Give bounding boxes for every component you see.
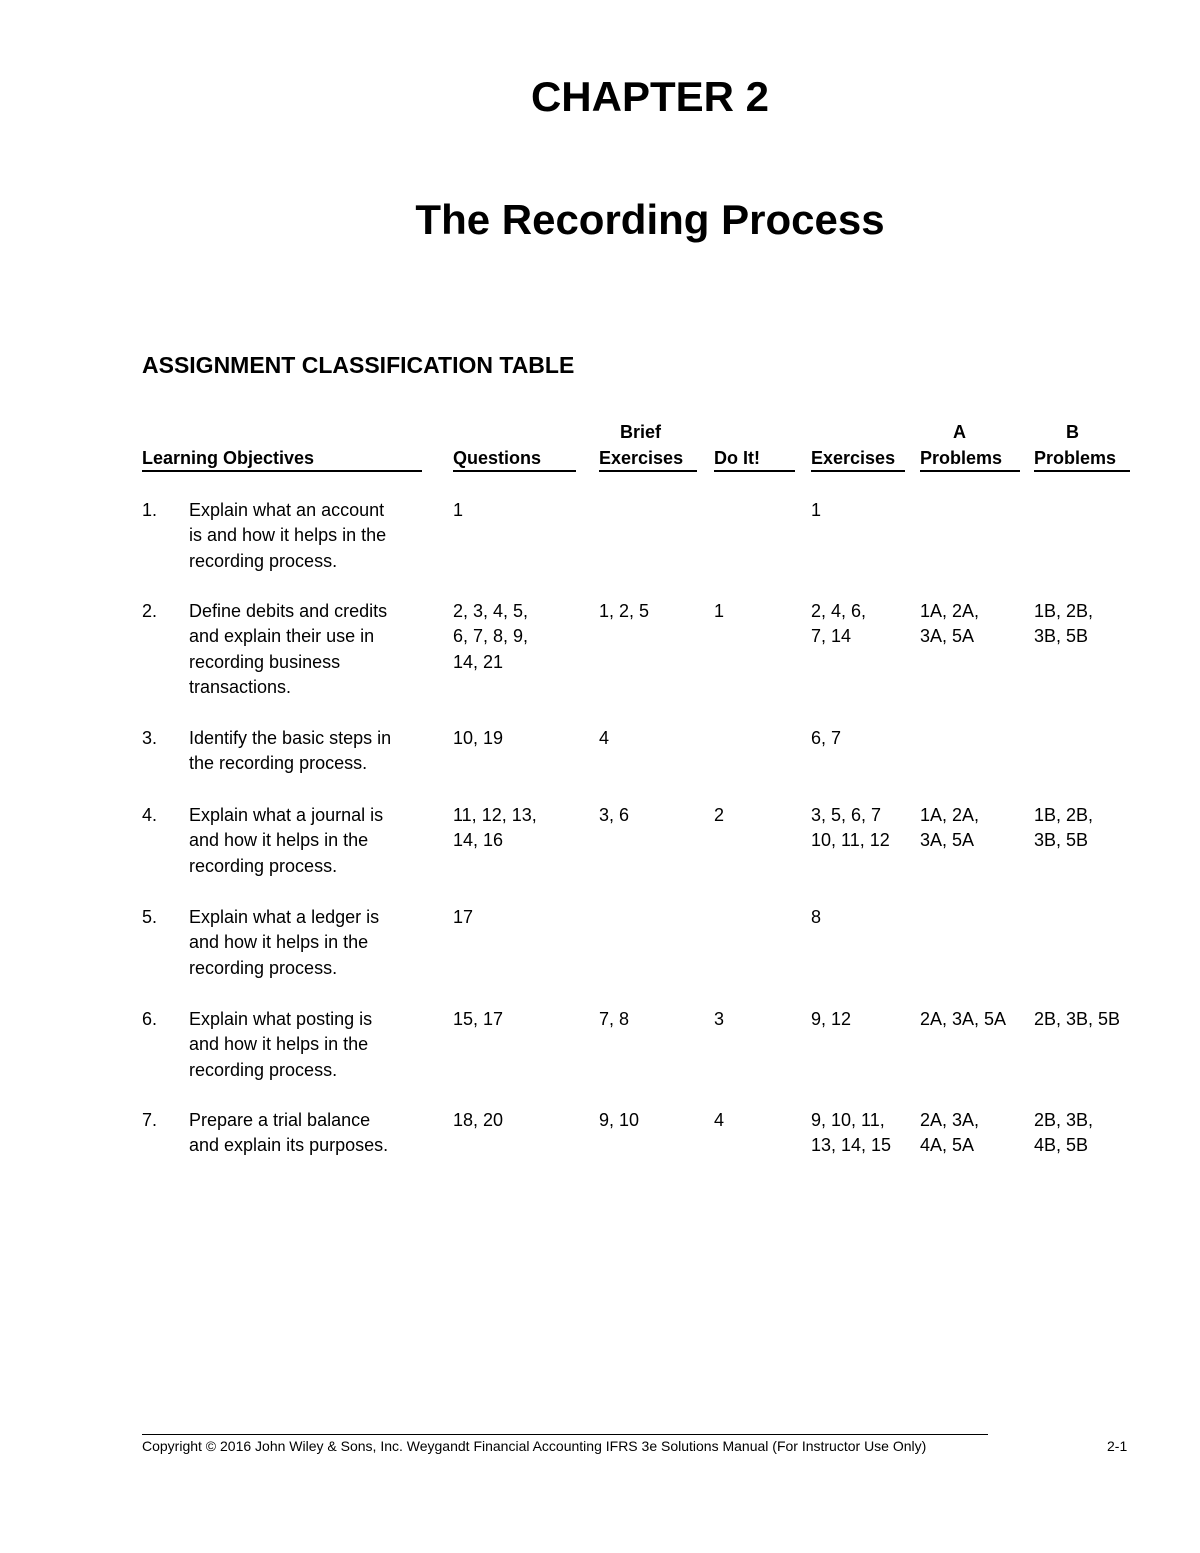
objective-number: 3. xyxy=(142,728,158,748)
objective-text: is and how it helps in the xyxy=(189,525,387,546)
do-it-cell: 3 xyxy=(714,1009,725,1029)
objective-number: 5. xyxy=(142,907,158,927)
objective-text: Explain what a ledger is xyxy=(189,907,380,927)
a-problems-cell: 1A, 2A, xyxy=(920,601,980,621)
exercises-cell: 6, 7 xyxy=(811,728,842,748)
objective-text: recording process. xyxy=(189,855,338,876)
exercises-cell: 13, 14, 15 xyxy=(811,1135,892,1156)
questions-cell: 18, 20 xyxy=(453,1110,504,1130)
objective-text: Prepare a trial balance xyxy=(189,1110,371,1130)
header-brief-line1: Brief xyxy=(620,422,662,442)
questions-cell: 1 xyxy=(453,500,464,520)
header-underline-a-problems xyxy=(920,470,1020,472)
brief-exercises-cell: 9, 10 xyxy=(599,1110,640,1130)
a-problems-cell: 3A, 5A xyxy=(920,830,975,851)
questions-cell: 15, 17 xyxy=(453,1009,504,1029)
exercises-cell: 7, 14 xyxy=(811,626,852,647)
objective-text: recording process. xyxy=(189,957,338,978)
a-problems-cell: 2A, 3A, xyxy=(920,1110,980,1130)
questions-cell: 14, 21 xyxy=(453,651,504,672)
exercises-cell: 3, 5, 6, 7 xyxy=(811,805,882,825)
objective-text: Explain what posting is xyxy=(189,1009,373,1029)
brief-exercises-cell: 4 xyxy=(599,728,610,748)
questions-cell: 11, 12, 13, xyxy=(453,805,537,825)
section-heading: ASSIGNMENT CLASSIFICATION TABLE xyxy=(142,352,575,378)
b-problems-cell: 2B, 3B, 5B xyxy=(1034,1009,1121,1029)
header-do-it: Do It! xyxy=(714,448,760,468)
objective-text: recording process. xyxy=(189,1059,338,1080)
objective-text: and explain their use in xyxy=(189,626,375,647)
exercises-cell: 2, 4, 6, xyxy=(811,601,867,621)
a-problems-cell: 2A, 3A, 5A xyxy=(920,1009,1007,1029)
header-b-line2: Problems xyxy=(1034,448,1117,468)
objective-number: 4. xyxy=(142,805,158,825)
chapter-number: CHAPTER 2 xyxy=(530,73,770,120)
a-problems-cell: 1A, 2A, xyxy=(920,805,980,825)
objective-number: 7. xyxy=(142,1110,158,1130)
b-problems-cell: 3B, 5B xyxy=(1034,830,1089,851)
questions-cell: 10, 19 xyxy=(453,728,504,748)
exercises-cell: 1 xyxy=(811,500,822,520)
brief-exercises-cell: 1, 2, 5 xyxy=(599,601,650,621)
do-it-cell: 1 xyxy=(714,601,725,621)
header-b-line1: B xyxy=(1066,422,1079,442)
header-learning-objectives: Learning Objectives xyxy=(142,448,315,468)
header-underline-b-problems xyxy=(1034,470,1130,472)
header-a-line2: Problems xyxy=(920,448,1003,468)
questions-cell: 14, 16 xyxy=(453,830,504,851)
objective-number: 2. xyxy=(142,601,158,621)
footer-rule xyxy=(142,1434,988,1435)
b-problems-cell: 3B, 5B xyxy=(1034,626,1089,647)
objective-text: Explain what an account xyxy=(189,500,385,520)
do-it-cell: 2 xyxy=(714,805,725,825)
objective-text: and how it helps in the xyxy=(189,830,369,851)
brief-exercises-cell: 3, 6 xyxy=(599,805,630,825)
objective-number: 1. xyxy=(142,500,158,520)
exercises-cell: 10, 11, 12 xyxy=(811,830,890,851)
objective-text: Identify the basic steps in xyxy=(189,728,392,748)
header-questions: Questions xyxy=(453,448,542,468)
header-exercises: Exercises xyxy=(811,448,896,468)
a-problems-cell: 3A, 5A xyxy=(920,626,975,647)
header-brief-line2: Exercises xyxy=(599,448,684,468)
b-problems-cell: 4B, 5B xyxy=(1034,1135,1089,1156)
header-underline-do-it xyxy=(714,470,795,472)
objective-text: and how it helps in the xyxy=(189,932,369,953)
objective-text: Explain what a journal is xyxy=(189,805,384,825)
objective-text: recording business xyxy=(189,651,341,672)
b-problems-cell: 1B, 2B, xyxy=(1034,805,1094,825)
questions-cell: 6, 7, 8, 9, xyxy=(453,626,529,647)
chapter-title: The Recording Process xyxy=(415,196,885,243)
questions-cell: 17 xyxy=(453,907,474,927)
exercises-cell: 8 xyxy=(811,907,822,927)
questions-cell: 2, 3, 4, 5, xyxy=(453,601,529,621)
objective-text: Define debits and credits xyxy=(189,601,388,621)
do-it-cell: 4 xyxy=(714,1110,725,1130)
brief-exercises-cell: 7, 8 xyxy=(599,1009,630,1029)
objective-text: transactions. xyxy=(189,677,292,698)
a-problems-cell: 4A, 5A xyxy=(920,1135,975,1156)
objective-text: and explain its purposes. xyxy=(189,1135,389,1156)
objective-text: recording process. xyxy=(189,550,338,571)
header-underline-questions xyxy=(453,470,576,472)
page-number: 2-1 xyxy=(1107,1438,1128,1454)
footer-copyright: Copyright © 2016 John Wiley & Sons, Inc. Weygandt Financial Accounting IFRS 3e Solutions Manual (For Instructor Use Only) xyxy=(142,1438,927,1454)
objective-number: 6. xyxy=(142,1009,158,1029)
exercises-cell: 9, 10, 11, xyxy=(811,1110,885,1130)
header-a-line1: A xyxy=(953,422,966,442)
header-underline-objectives xyxy=(142,470,422,472)
header-underline-brief xyxy=(599,470,697,472)
b-problems-cell: 2B, 3B, xyxy=(1034,1110,1094,1130)
b-problems-cell: 1B, 2B, xyxy=(1034,601,1094,621)
header-underline-exercises xyxy=(811,470,905,472)
objective-text: and how it helps in the xyxy=(189,1034,369,1055)
objective-text: the recording process. xyxy=(189,753,368,774)
exercises-cell: 9, 12 xyxy=(811,1009,852,1029)
